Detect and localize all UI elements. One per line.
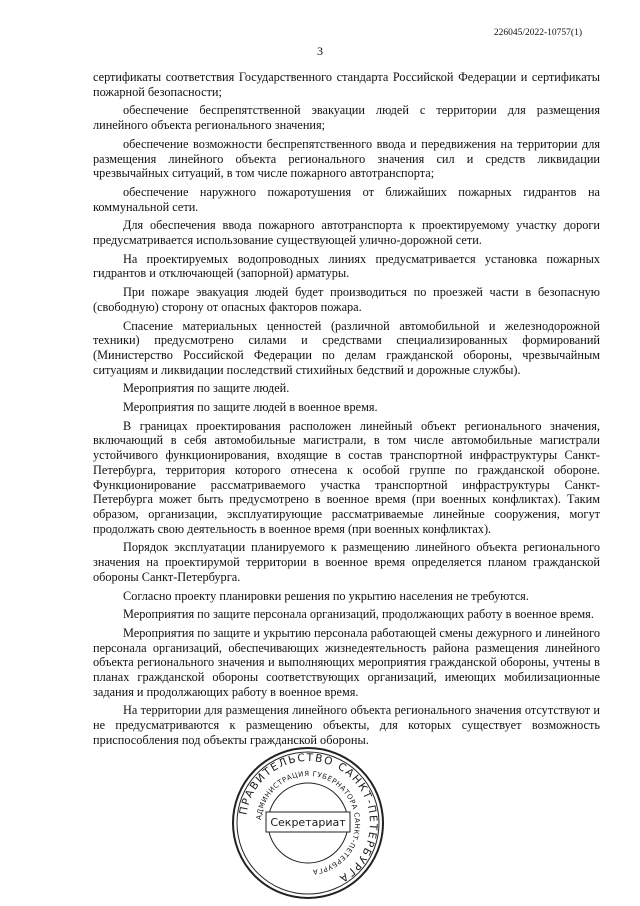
paragraph: Спасение материальных ценностей (различной автомобильной и железнодорожной техники) предусмотрено силами и средствами специализированных формирований (Министерство Российской Федерации по делам гражданской обороны, чрезвычайным ситуациям и ликвидации последствий стихийных бедствий и дорожные службы). <box>93 318 600 377</box>
paragraph: Мероприятия по защите и укрытию персонала работающей смены дежурного и линейного персонала организаций, обеспечивающих жизнедеятельность района размещения линейного объекта регионального значения и выполняющих мероприятия гражданской обороны, учтены в планах гражданской обороны соответствующих организаций, имеющих мобилизационные задания и продолжающих работу в военное время. <box>93 625 600 699</box>
paragraph: Мероприятия по защите людей. <box>123 381 290 396</box>
official-stamp <box>230 745 386 901</box>
document-id: 226045/2022-10757(1) <box>493 28 582 38</box>
paragraph: обеспечение беспрепятственной эвакуации людей с территории для размещения линейного объекта регионального значения; <box>93 103 600 133</box>
paragraph: Согласно проекту планировки решения по укрытию населения не требуются. <box>123 588 529 603</box>
paragraph: Для обеспечения ввода пожарного автотранспорта к проектируемому участку дороги предусматривается использование существующей улично-дорожной сети. <box>93 218 600 248</box>
paragraph: обеспечение наружного пожаротушения от ближайших пожарных гидрантов на коммунальной сети. <box>93 184 600 214</box>
paragraph: В границах проектирования расположен линейный объект регионального значения, включающий в себя автомобильные магистрали, в том числе автомобильные магистрали устойчивого функционирования, входящие в состав транспортной инфраструктуры Санкт-Петербурга, территория которого отнесена к особой группе по гражданской обороне. Функционирование рассматриваемого участка транспортной инфраструктуры Санкт-Петербурга может быть предусмотрено в военное время (при военных конфликтах). Таким образом, организации, эксплуатирующие рассматриваемые линейные сооружения, могут продолжать свою деятельность в военное время (при военных конфликтах). <box>93 418 600 536</box>
paragraph: Мероприятия по защите персонала организаций, продолжающих работу в военное время. <box>123 607 594 622</box>
paragraph: При пожаре эвакуация людей будет производиться по проезжей части в безопасную (свободную) сторону от опасных факторов пожара. <box>93 285 600 314</box>
page-number: 3 <box>317 44 323 58</box>
paragraph: На территории для размещения линейного объекта регионального значения отсутствуют и не предусматриваются к размещению объекты, для которых существует возможность приспособления под объекты гражданской обороны. <box>93 703 600 747</box>
stamp-center-text: Секретариат <box>270 816 346 829</box>
paragraph: На проектируемых водопроводных линиях предусматривается установка пожарных гидрантов и отключающей (запорной) арматуры. <box>93 251 600 281</box>
stamp-outer-text: ПРАВИТЕЛЬСТВО САНКТ-ПЕТЕРБУРГА <box>237 751 380 886</box>
paragraph: обеспечение возможности беспрепятственного ввода и передвижения на территории для размещения линейного объекта регионального значения сил и средств ликвидации чрезвычайных ситуаций, в том числе пожарного автотранспорта; <box>93 136 600 181</box>
stamp-seal-icon <box>230 745 386 901</box>
paragraph: Мероприятия по защите людей в военное время. <box>123 400 378 415</box>
paragraph: сертификаты соответствия Государственного стандарта Российской Федерации и сертификаты пожарной безопасности; <box>93 70 600 99</box>
document-body <box>93 70 600 752</box>
paragraph: Порядок эксплуатации планируемого к размещению линейного объекта регионального значения на проектирумой территории в военное время определяется планом гражданской обороны Санкт-Петербурга. <box>93 540 600 584</box>
stamp-inner-text: АДМИНИСТРАЦИЯ ГУБЕРНАТОРА САНКТ-ПЕТЕРБУРГА <box>255 769 362 876</box>
